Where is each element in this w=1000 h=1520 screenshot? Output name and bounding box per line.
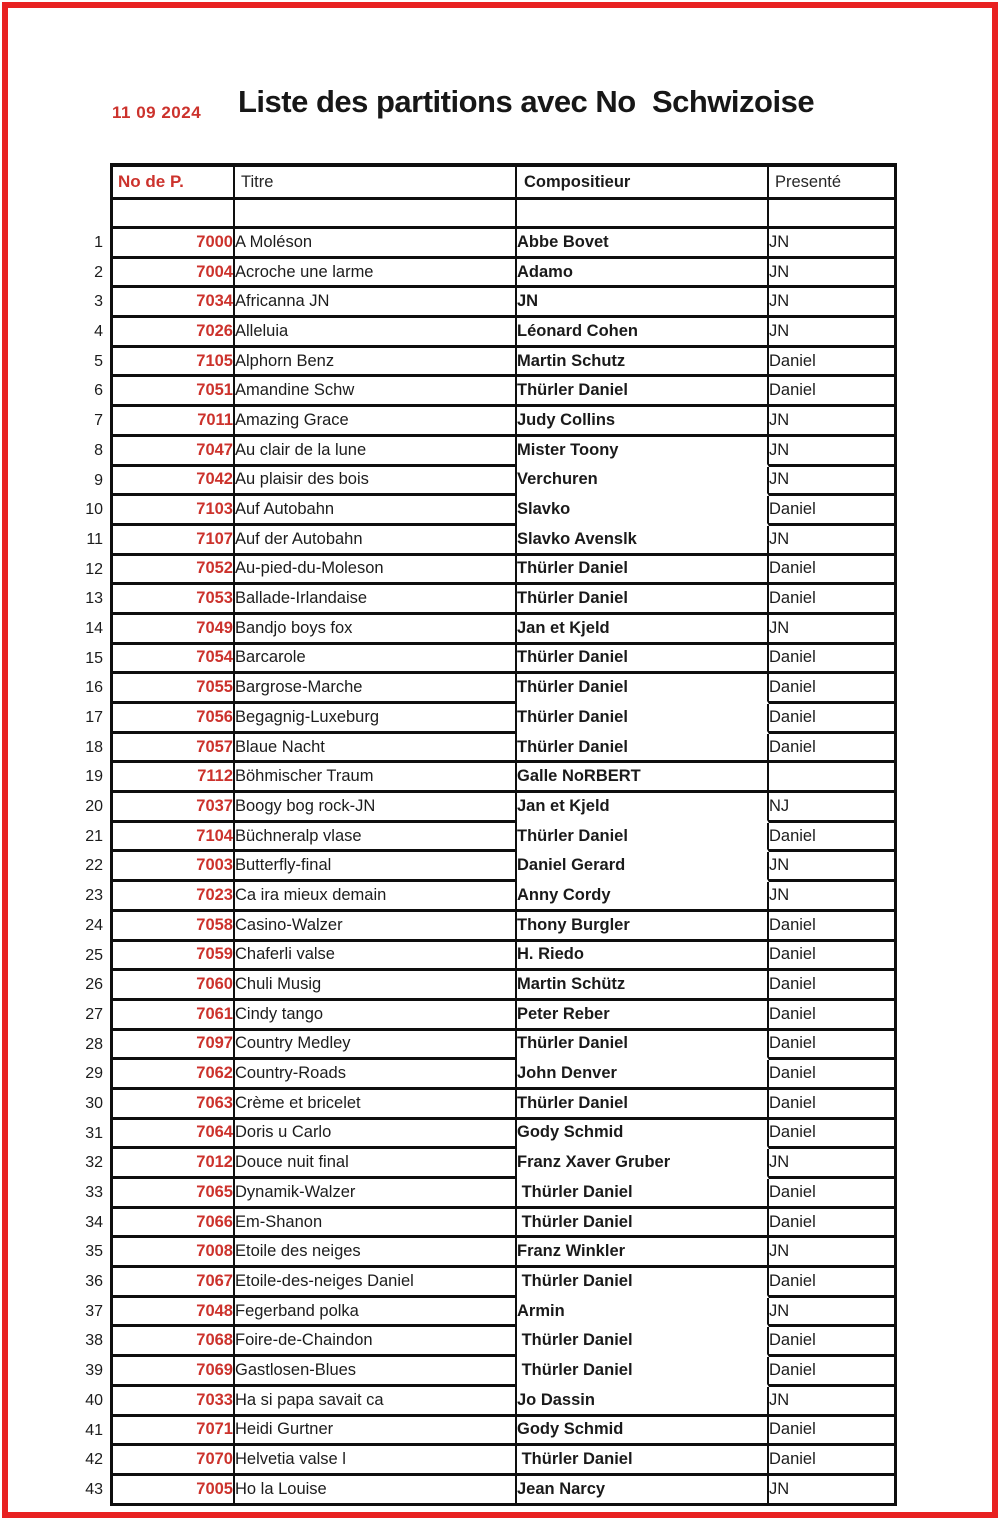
score-number-cell: 7047 bbox=[113, 437, 235, 467]
composer-cell: Franz Winkler bbox=[517, 1238, 769, 1268]
page-title: Liste des partitions avec No Schwizoise bbox=[238, 84, 815, 119]
title-cell: Cindy tango bbox=[235, 1001, 517, 1031]
row-number: 10 bbox=[85, 501, 103, 519]
presenter-cell: Daniel bbox=[769, 1001, 897, 1031]
composer-cell: Thony Burgler bbox=[517, 912, 769, 942]
row-number: 41 bbox=[85, 1421, 103, 1439]
composer-cell: John Denver bbox=[517, 1060, 769, 1090]
row-number: 16 bbox=[85, 679, 103, 697]
table-row bbox=[113, 1417, 897, 1447]
score-number-cell: 7055 bbox=[113, 674, 235, 704]
presenter-cell: Daniel bbox=[769, 1209, 897, 1239]
title-cell: Douce nuit final bbox=[235, 1149, 517, 1179]
title-cell: A Moléson bbox=[235, 229, 517, 259]
presenter-cell: Daniel bbox=[769, 1120, 897, 1150]
title-cell: Chuli Musig bbox=[235, 971, 517, 1001]
score-number-cell: 7068 bbox=[113, 1327, 235, 1357]
score-number-cell: 7097 bbox=[113, 1031, 235, 1061]
score-number-cell: 7058 bbox=[113, 912, 235, 942]
score-number-cell: 7071 bbox=[113, 1417, 235, 1447]
composer-cell: Thürler Daniel bbox=[517, 377, 769, 407]
table-row bbox=[113, 912, 897, 942]
presenter-cell: Daniel bbox=[769, 377, 897, 407]
table-row bbox=[113, 467, 897, 497]
title-cell: Heidi Gurtner bbox=[235, 1417, 517, 1447]
row-number: 35 bbox=[85, 1243, 103, 1261]
score-number-cell: 7103 bbox=[113, 496, 235, 526]
score-number-cell: 7069 bbox=[113, 1357, 235, 1387]
presenter-cell: Daniel bbox=[769, 1268, 897, 1298]
row-number: 7 bbox=[94, 412, 103, 430]
composer-cell: Thürler Daniel bbox=[517, 585, 769, 615]
composer-cell: Thürler Daniel bbox=[517, 1031, 769, 1061]
presenter-cell: Daniel bbox=[769, 704, 897, 734]
score-number-cell: 7067 bbox=[113, 1268, 235, 1298]
composer-cell: Jan et Kjeld bbox=[517, 615, 769, 645]
partitions-table bbox=[110, 163, 897, 1506]
presenter-cell: Daniel bbox=[769, 1417, 897, 1447]
score-number-cell: 7008 bbox=[113, 1238, 235, 1268]
score-number-cell: 7023 bbox=[113, 882, 235, 912]
composer-cell: Franz Xaver Gruber bbox=[517, 1149, 769, 1179]
composer-cell: Verchuren bbox=[517, 467, 769, 497]
score-number-cell: 7037 bbox=[113, 793, 235, 823]
presenter-cell: JN bbox=[769, 1238, 897, 1268]
presenter-cell: JN bbox=[769, 882, 897, 912]
row-number: 32 bbox=[85, 1154, 103, 1172]
presenter-cell: NJ bbox=[769, 793, 897, 823]
row-number: 29 bbox=[85, 1065, 103, 1083]
composer-cell: Jan et Kjeld bbox=[517, 793, 769, 823]
header-no-de-p: No de P. bbox=[113, 167, 235, 200]
row-number: 31 bbox=[85, 1124, 103, 1142]
composer-cell: JN bbox=[517, 288, 769, 318]
presenter-cell: JN bbox=[769, 467, 897, 497]
composer-cell: Thürler Daniel bbox=[517, 704, 769, 734]
title-cell: Ballade-Irlandaise bbox=[235, 585, 517, 615]
title-cell: Fegerband polka bbox=[235, 1298, 517, 1328]
row-number: 43 bbox=[85, 1480, 103, 1498]
presenter-cell: Daniel bbox=[769, 1060, 897, 1090]
table-row bbox=[113, 1298, 897, 1328]
table-row bbox=[113, 1238, 897, 1268]
score-number-cell: 7005 bbox=[113, 1476, 235, 1506]
presenter-cell: JN bbox=[769, 615, 897, 645]
composer-cell: Jo Dassin bbox=[517, 1387, 769, 1417]
composer-cell: Thürler Daniel bbox=[517, 1179, 769, 1209]
score-number-cell: 7061 bbox=[113, 1001, 235, 1031]
composer-cell: Jean Narcy bbox=[517, 1476, 769, 1506]
title-cell: Boogy bog rock-JN bbox=[235, 793, 517, 823]
table-row bbox=[113, 615, 897, 645]
row-number: 39 bbox=[85, 1362, 103, 1380]
title-cell: Foire-de-Chaindon bbox=[235, 1327, 517, 1357]
composer-cell: Martin Schutz bbox=[517, 348, 769, 378]
row-number: 20 bbox=[85, 798, 103, 816]
table-row bbox=[113, 288, 897, 318]
presenter-cell: JN bbox=[769, 318, 897, 348]
header-presente: Presenté bbox=[769, 167, 897, 200]
score-number-cell: 7105 bbox=[113, 348, 235, 378]
partitions-table-wrap bbox=[110, 163, 897, 1506]
row-number: 2 bbox=[94, 263, 103, 281]
score-number-cell: 7062 bbox=[113, 1060, 235, 1090]
composer-cell: Armin bbox=[517, 1298, 769, 1328]
row-number: 19 bbox=[85, 768, 103, 786]
title-cell: Barcarole bbox=[235, 645, 517, 675]
table-row bbox=[113, 437, 897, 467]
row-number: 37 bbox=[85, 1302, 103, 1320]
composer-cell: Thürler Daniel bbox=[517, 645, 769, 675]
table-row bbox=[113, 704, 897, 734]
table-row bbox=[113, 1446, 897, 1476]
presenter-cell: Daniel bbox=[769, 912, 897, 942]
presenter-cell: Daniel bbox=[769, 1090, 897, 1120]
table-row bbox=[113, 674, 897, 704]
row-number: 18 bbox=[85, 738, 103, 756]
composer-cell: Abbe Bovet bbox=[517, 229, 769, 259]
composer-cell: Thürler Daniel bbox=[517, 1357, 769, 1387]
presenter-cell: JN bbox=[769, 259, 897, 289]
table-row bbox=[113, 1031, 897, 1061]
row-number: 5 bbox=[94, 352, 103, 370]
presenter-cell: JN bbox=[769, 437, 897, 467]
table-row bbox=[113, 585, 897, 615]
score-number-cell: 7057 bbox=[113, 734, 235, 764]
composer-cell: Judy Collins bbox=[517, 407, 769, 437]
table-row bbox=[113, 407, 897, 437]
composer-cell: Gody Schmid bbox=[517, 1417, 769, 1447]
spacer-cell bbox=[235, 200, 517, 229]
score-number-cell: 7003 bbox=[113, 852, 235, 882]
title-cell: Auf Autobahn bbox=[235, 496, 517, 526]
row-number: 26 bbox=[85, 976, 103, 994]
score-number-cell: 7112 bbox=[113, 763, 235, 793]
row-number: 34 bbox=[85, 1213, 103, 1231]
score-number-cell: 7000 bbox=[113, 229, 235, 259]
table-row bbox=[113, 318, 897, 348]
composer-cell: Thürler Daniel bbox=[517, 1090, 769, 1120]
row-number: 24 bbox=[85, 916, 103, 934]
title-cell: Alleluia bbox=[235, 318, 517, 348]
row-number: 11 bbox=[86, 530, 103, 548]
presenter-cell: Daniel bbox=[769, 971, 897, 1001]
title-cell: Amazing Grace bbox=[235, 407, 517, 437]
title-cell: Gastlosen-Blues bbox=[235, 1357, 517, 1387]
row-number: 15 bbox=[85, 649, 103, 667]
table-row bbox=[113, 645, 897, 675]
table-row bbox=[113, 1001, 897, 1031]
composer-cell: Léonard Cohen bbox=[517, 318, 769, 348]
score-number-cell: 7064 bbox=[113, 1120, 235, 1150]
title-cell: Bargrose-Marche bbox=[235, 674, 517, 704]
table-row bbox=[113, 377, 897, 407]
title-cell: Crème et bricelet bbox=[235, 1090, 517, 1120]
table-row bbox=[113, 793, 897, 823]
composer-cell: Martin Schütz bbox=[517, 971, 769, 1001]
title-cell: Doris u Carlo bbox=[235, 1120, 517, 1150]
presenter-cell: JN bbox=[769, 1149, 897, 1179]
composer-cell: Slavko bbox=[517, 496, 769, 526]
composer-cell: Thürler Daniel bbox=[517, 674, 769, 704]
presenter-cell: JN bbox=[769, 1298, 897, 1328]
title-cell: Auf der Autobahn bbox=[235, 526, 517, 556]
presenter-cell: JN bbox=[769, 229, 897, 259]
table-row bbox=[113, 1090, 897, 1120]
composer-cell: Gody Schmid bbox=[517, 1120, 769, 1150]
score-number-cell: 7042 bbox=[113, 467, 235, 497]
presenter-cell: JN bbox=[769, 288, 897, 318]
row-number: 12 bbox=[85, 560, 103, 578]
title-cell: Ha si papa savait ca bbox=[235, 1387, 517, 1417]
title-cell: Begagnig-Luxeburg bbox=[235, 704, 517, 734]
score-number-cell: 7107 bbox=[113, 526, 235, 556]
table-row bbox=[113, 1476, 897, 1506]
score-number-cell: 7053 bbox=[113, 585, 235, 615]
presenter-cell: Daniel bbox=[769, 585, 897, 615]
row-number: 33 bbox=[85, 1184, 103, 1201]
row-number: 38 bbox=[85, 1332, 103, 1350]
title-cell: Ho la Louise bbox=[235, 1476, 517, 1506]
row-number: 13 bbox=[85, 590, 103, 608]
presenter-cell: Daniel bbox=[769, 496, 897, 526]
row-number: 23 bbox=[85, 887, 103, 905]
title-cell: Au plaisir des bois bbox=[235, 467, 517, 497]
header-row bbox=[113, 167, 897, 200]
title-cell: Country Medley bbox=[235, 1031, 517, 1061]
score-number-cell: 7049 bbox=[113, 615, 235, 645]
row-number: 14 bbox=[85, 619, 103, 637]
table-row bbox=[113, 971, 897, 1001]
presenter-cell bbox=[769, 763, 897, 793]
title-cell: Africanna JN bbox=[235, 288, 517, 318]
row-number: 17 bbox=[85, 709, 103, 726]
presenter-cell: Daniel bbox=[769, 1357, 897, 1387]
composer-cell: Thürler Daniel bbox=[517, 1446, 769, 1476]
row-number: 36 bbox=[85, 1273, 103, 1291]
table-row bbox=[113, 1327, 897, 1357]
title-cell: Büchneralp vlase bbox=[235, 823, 517, 853]
composer-cell: Thürler Daniel bbox=[517, 1327, 769, 1357]
row-number: 21 bbox=[85, 827, 103, 845]
score-number-cell: 7026 bbox=[113, 318, 235, 348]
table-row bbox=[113, 852, 897, 882]
table-row bbox=[113, 1120, 897, 1150]
table-row bbox=[113, 259, 897, 289]
presenter-cell: Daniel bbox=[769, 645, 897, 675]
score-number-cell: 7011 bbox=[113, 407, 235, 437]
row-number: 1 bbox=[94, 234, 103, 251]
table-row bbox=[113, 496, 897, 526]
presenter-cell: Daniel bbox=[769, 674, 897, 704]
composer-cell: Anny Cordy bbox=[517, 882, 769, 912]
title-cell: Blaue Nacht bbox=[235, 734, 517, 764]
title-cell: Etoile-des-neiges Daniel bbox=[235, 1268, 517, 1298]
score-number-cell: 7033 bbox=[113, 1387, 235, 1417]
composer-cell: Thürler Daniel bbox=[517, 556, 769, 586]
table-row bbox=[113, 556, 897, 586]
score-number-cell: 7048 bbox=[113, 1298, 235, 1328]
row-number: 40 bbox=[85, 1391, 103, 1409]
title-cell: Chaferli valse bbox=[235, 942, 517, 972]
title-cell: Au-pied-du-Moleson bbox=[235, 556, 517, 586]
spacer-row bbox=[113, 200, 897, 229]
score-number-cell: 7054 bbox=[113, 645, 235, 675]
score-number-cell: 7012 bbox=[113, 1149, 235, 1179]
rows-body bbox=[113, 229, 897, 1506]
composer-cell: Mister Toony bbox=[517, 437, 769, 467]
table-row bbox=[113, 1209, 897, 1239]
score-number-cell: 7059 bbox=[113, 942, 235, 972]
table-row bbox=[113, 229, 897, 259]
presenter-cell: Daniel bbox=[769, 556, 897, 586]
row-number: 4 bbox=[94, 323, 103, 341]
header-titre: Titre bbox=[235, 167, 517, 200]
presenter-cell: Daniel bbox=[769, 1327, 897, 1357]
title-cell: Amandine Schw bbox=[235, 377, 517, 407]
table-row bbox=[113, 1268, 897, 1298]
spacer-body bbox=[113, 200, 897, 229]
composer-cell: Thürler Daniel bbox=[517, 734, 769, 764]
header-compositieur: Compositieur bbox=[517, 167, 769, 200]
composer-cell: Peter Reber bbox=[517, 1001, 769, 1031]
title-cell: Etoile des neiges bbox=[235, 1238, 517, 1268]
presenter-cell: Daniel bbox=[769, 348, 897, 378]
row-number: 42 bbox=[85, 1451, 103, 1469]
score-number-cell: 7052 bbox=[113, 556, 235, 586]
table-row bbox=[113, 734, 897, 764]
row-number: 9 bbox=[94, 471, 103, 489]
title-cell: Ca ira mieux demain bbox=[235, 882, 517, 912]
composer-cell: Adamo bbox=[517, 259, 769, 289]
score-number-cell: 7056 bbox=[113, 704, 235, 734]
presenter-cell: Daniel bbox=[769, 942, 897, 972]
table-row bbox=[113, 1179, 897, 1209]
date-label: 11 09 2024 bbox=[112, 103, 202, 122]
presenter-cell: Daniel bbox=[769, 1179, 897, 1209]
presenter-cell: JN bbox=[769, 407, 897, 437]
title-cell: Bandjo boys fox bbox=[235, 615, 517, 645]
row-number: 3 bbox=[94, 293, 103, 311]
table-row bbox=[113, 882, 897, 912]
composer-cell: Thürler Daniel bbox=[517, 823, 769, 853]
row-number: 8 bbox=[94, 441, 103, 459]
row-number: 6 bbox=[94, 382, 103, 400]
score-number-cell: 7051 bbox=[113, 377, 235, 407]
title-cell: Em-Shanon bbox=[235, 1209, 517, 1239]
table-row bbox=[113, 348, 897, 378]
title-cell: Casino-Walzer bbox=[235, 912, 517, 942]
composer-cell: Slavko Avenslk bbox=[517, 526, 769, 556]
spacer-cell bbox=[517, 200, 769, 229]
title-cell: Country-Roads bbox=[235, 1060, 517, 1090]
table-row bbox=[113, 1149, 897, 1179]
composer-cell: Daniel Gerard bbox=[517, 852, 769, 882]
row-number: 22 bbox=[85, 857, 103, 875]
title-cell: Acroche une larme bbox=[235, 259, 517, 289]
presenter-cell: Daniel bbox=[769, 1446, 897, 1476]
title-cell: Butterfly-final bbox=[235, 852, 517, 882]
composer-cell: H. Riedo bbox=[517, 942, 769, 972]
row-number-gutter bbox=[57, 228, 103, 1505]
table-row bbox=[113, 1060, 897, 1090]
presenter-cell: JN bbox=[769, 1387, 897, 1417]
spacer-cell bbox=[769, 200, 897, 229]
presenter-cell: JN bbox=[769, 1476, 897, 1506]
title-cell: Au clair de la lune bbox=[235, 437, 517, 467]
row-number: 30 bbox=[85, 1094, 103, 1112]
composer-cell: Thürler Daniel bbox=[517, 1209, 769, 1239]
title-cell: Alphorn Benz bbox=[235, 348, 517, 378]
row-number: 28 bbox=[85, 1035, 103, 1053]
score-number-cell: 7034 bbox=[113, 288, 235, 318]
table-row bbox=[113, 1357, 897, 1387]
table-row bbox=[113, 942, 897, 972]
presenter-cell: Daniel bbox=[769, 1031, 897, 1061]
row-number: 25 bbox=[85, 946, 103, 964]
table-row bbox=[113, 763, 897, 793]
title-cell: Dynamik-Walzer bbox=[235, 1179, 517, 1209]
title-cell: Böhmischer Traum bbox=[235, 763, 517, 793]
composer-cell: Galle NoRBERT bbox=[517, 763, 769, 793]
composer-cell: Thürler Daniel bbox=[517, 1268, 769, 1298]
row-number: 27 bbox=[85, 1005, 103, 1023]
table-row bbox=[113, 823, 897, 853]
presenter-cell: Daniel bbox=[769, 823, 897, 853]
presenter-cell: JN bbox=[769, 852, 897, 882]
presenter-cell: Daniel bbox=[769, 734, 897, 764]
title-cell: Helvetia valse l bbox=[235, 1446, 517, 1476]
presenter-cell: JN bbox=[769, 526, 897, 556]
spacer-cell bbox=[113, 200, 235, 229]
table-row bbox=[113, 526, 897, 556]
score-number-cell: 7065 bbox=[113, 1179, 235, 1209]
score-number-cell: 7004 bbox=[113, 259, 235, 289]
table-row bbox=[113, 1387, 897, 1417]
score-number-cell: 7070 bbox=[113, 1446, 235, 1476]
score-number-cell: 7104 bbox=[113, 823, 235, 853]
score-number-cell: 7060 bbox=[113, 971, 235, 1001]
score-number-cell: 7066 bbox=[113, 1209, 235, 1239]
score-number-cell: 7063 bbox=[113, 1090, 235, 1120]
